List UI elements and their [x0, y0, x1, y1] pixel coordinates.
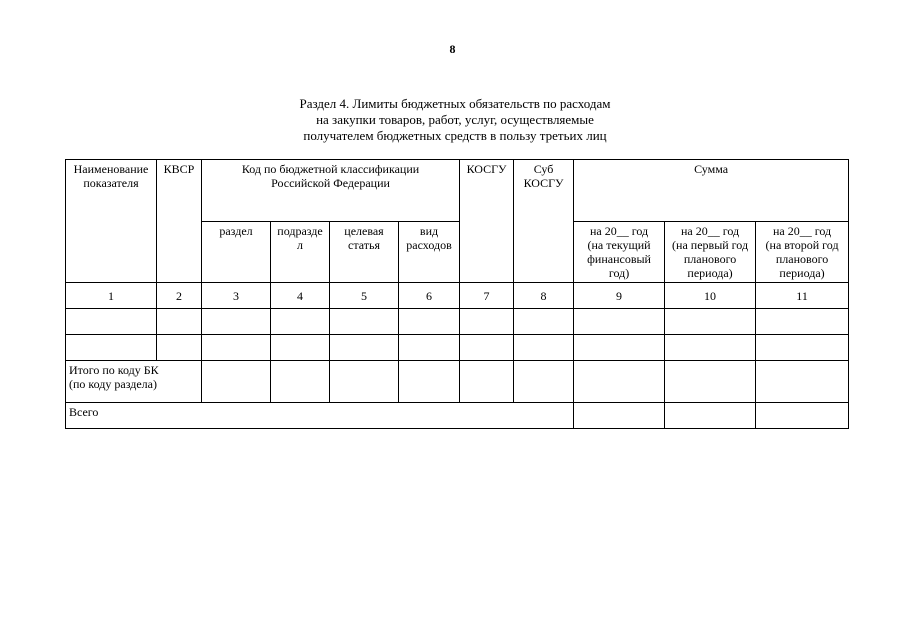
header-year-first-line: на 20__ год	[680, 224, 740, 238]
column-number: 8	[514, 283, 574, 309]
header-budget-code-line: Российской Федерации	[271, 176, 390, 190]
total-bk-line: (по коду раздела)	[69, 377, 157, 391]
header-tselevaya	[330, 222, 399, 283]
column-number: 6	[399, 283, 460, 309]
table-cell	[399, 335, 460, 361]
header-year-current	[574, 222, 665, 283]
section-title-line: Раздел 4. Лимиты бюджетных обязательств по расходам	[299, 96, 611, 111]
header-year-first-line: планового	[683, 252, 737, 266]
column-number: 5	[330, 283, 399, 309]
table-cell	[574, 403, 665, 429]
header-podrazdel-line: л	[297, 238, 303, 252]
column-number: 7	[460, 283, 514, 309]
table-cell	[271, 361, 330, 403]
total-all-label: Всего	[66, 403, 574, 429]
header-podrazdel	[271, 222, 330, 283]
header-year-current-line: год)	[608, 266, 630, 280]
column-number: 11	[756, 283, 849, 309]
section-title	[230, 96, 680, 144]
total-bk-label	[66, 361, 202, 403]
table-cell	[756, 403, 849, 429]
header-year-current-line: на 20__ год	[589, 224, 649, 238]
header-year-current-line: финансовый	[587, 252, 651, 266]
table-row	[66, 335, 849, 361]
table-cell	[460, 309, 514, 335]
table-cell	[202, 335, 271, 361]
column-number: 2	[157, 283, 202, 309]
table-cell	[756, 309, 849, 335]
header-budget-code-line: Код по бюджетной классификации	[241, 162, 420, 176]
header-podrazdel-line: подразде	[277, 224, 323, 238]
table-cell	[202, 361, 271, 403]
table-cell	[66, 309, 157, 335]
table-cell	[330, 309, 399, 335]
table-cell	[574, 309, 665, 335]
header-year-second-line: планового	[775, 252, 829, 266]
table-row	[66, 309, 849, 335]
header-name-line: Наименование	[73, 162, 149, 176]
header-name-line: показателя	[83, 176, 139, 190]
header-year-second-line: на 20__ год	[772, 224, 832, 238]
table-cell	[514, 361, 574, 403]
table-cell	[399, 309, 460, 335]
header-sub-kosgu	[514, 160, 574, 283]
section-title-line: на закупки товаров, работ, услуг, осуществляемые	[316, 112, 594, 127]
table-cell	[157, 309, 202, 335]
total-bk-line: Итого по коду БК	[69, 363, 159, 377]
total-bk-row	[66, 361, 849, 403]
header-tselevaya-line: статья	[348, 238, 380, 252]
header-razdel: раздел	[202, 222, 271, 283]
header-year-second-line: периода)	[779, 266, 825, 280]
header-year-current-line: (на текущий	[587, 238, 651, 252]
header-vid	[399, 222, 460, 283]
table-cell	[574, 361, 665, 403]
header-kvsr: КВСР	[157, 160, 202, 283]
table-cell	[574, 335, 665, 361]
table-cell	[399, 361, 460, 403]
limits-table	[65, 159, 849, 429]
table-cell	[756, 361, 849, 403]
header-year-first-line: (на первый год	[672, 238, 749, 252]
table-cell	[665, 403, 756, 429]
header-year-first-line: периода)	[687, 266, 733, 280]
table-cell	[460, 335, 514, 361]
column-number: 3	[202, 283, 271, 309]
table-cell	[330, 335, 399, 361]
total-all-row	[66, 403, 849, 429]
section-title-line: получателем бюджетных средств в пользу третьих лиц	[303, 128, 607, 143]
header-year-second	[756, 222, 849, 283]
table-cell	[271, 309, 330, 335]
header-name	[66, 160, 157, 283]
header-year-first	[665, 222, 756, 283]
header-year-second-line: (на второй год	[765, 238, 839, 252]
table-cell	[330, 361, 399, 403]
table-cell	[202, 309, 271, 335]
table-cell	[460, 361, 514, 403]
table-cell	[271, 335, 330, 361]
table-cell	[665, 309, 756, 335]
header-kosgu: КОСГУ	[460, 160, 514, 283]
header-budget-code	[202, 160, 460, 222]
header-tselevaya-line: целевая	[344, 224, 384, 238]
header-sub-kosgu-line: Суб	[533, 162, 554, 176]
header-vid-line: расходов	[406, 238, 452, 252]
column-number: 10	[665, 283, 756, 309]
header-vid-line: вид	[419, 224, 439, 238]
page-number: 8	[449, 42, 456, 56]
table-cell	[157, 335, 202, 361]
table-cell	[514, 335, 574, 361]
table-cell	[66, 335, 157, 361]
table-cell	[756, 335, 849, 361]
table-cell	[665, 335, 756, 361]
table-cell	[514, 309, 574, 335]
column-number: 1	[66, 283, 157, 309]
column-number: 4	[271, 283, 330, 309]
table-cell	[665, 361, 756, 403]
column-number: 9	[574, 283, 665, 309]
header-sum: Сумма	[574, 160, 849, 222]
header-sub-kosgu-line: КОСГУ	[523, 176, 564, 190]
